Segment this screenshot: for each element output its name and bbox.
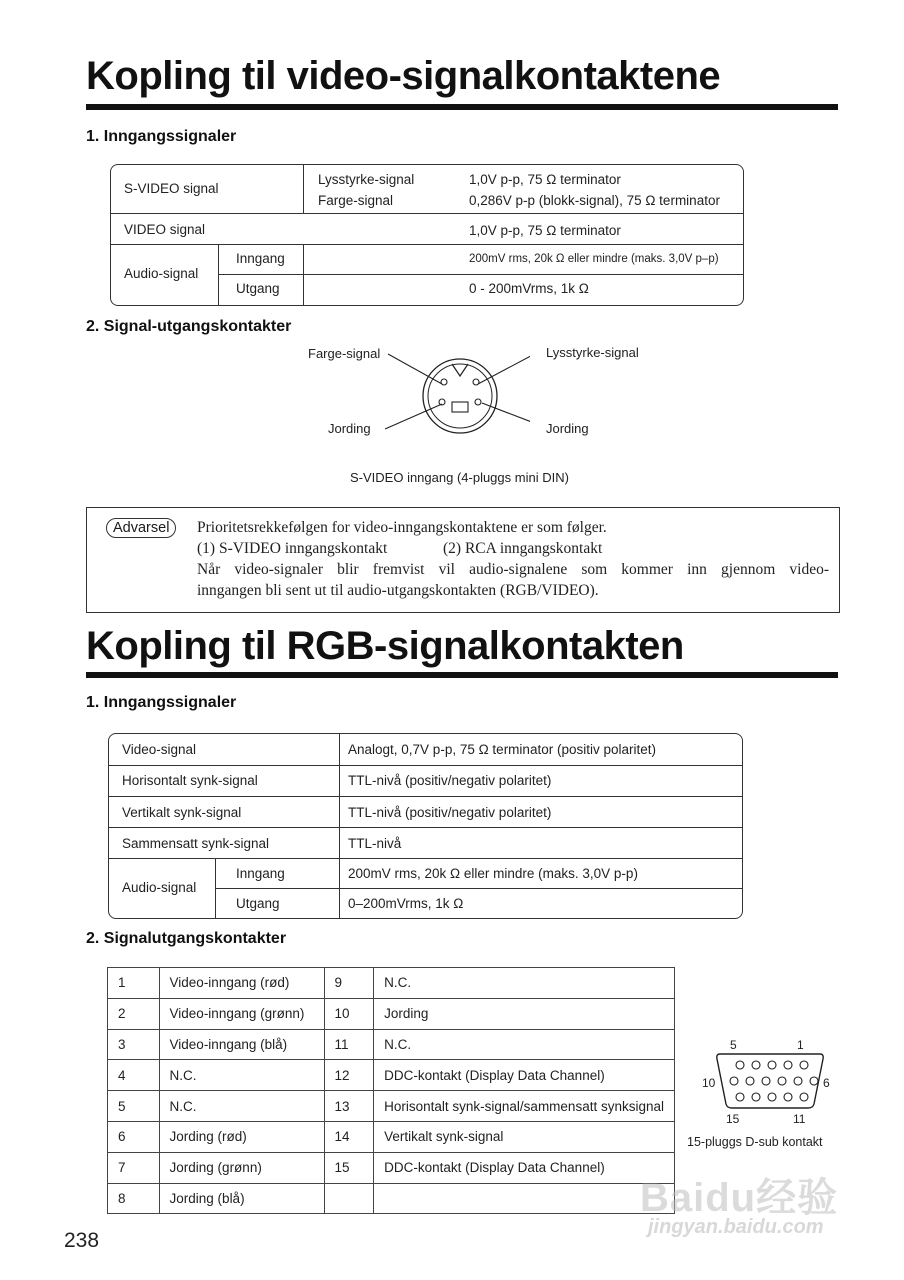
pin-description: DDC-kontakt (Display Data Channel) [374, 1152, 675, 1183]
dsub-pin [784, 1093, 792, 1101]
dsub-label-15: 15 [726, 1112, 740, 1126]
rgb-audio-label: Audio-signal [122, 880, 197, 895]
audio-in-label: Inngang [236, 251, 285, 266]
pin-lysstyrke [473, 379, 479, 385]
svideo-connector-diagram [380, 346, 530, 446]
dsub-pin [730, 1077, 738, 1085]
video-label: VIDEO signal [124, 222, 206, 237]
dsub-pin [768, 1061, 776, 1069]
pin-number: 13 [324, 1091, 374, 1122]
video-signal-table [110, 164, 744, 306]
svideo-caption: S-VIDEO inngang (4-pluggs mini DIN) [350, 470, 569, 485]
dsub-pin [746, 1077, 754, 1085]
warning-line-2b: (2) RCA inngangskontakt [443, 540, 603, 557]
dsub-pin [784, 1061, 792, 1069]
pin-description: Horisontalt synk-signal/sammensatt synksignal [374, 1091, 675, 1122]
page-title-rgb: Kopling til RGB-signalkontakten [86, 624, 684, 668]
dsub-label-1: 1 [797, 1038, 804, 1052]
connector-key [452, 364, 468, 376]
pin-number: 9 [324, 968, 374, 999]
pin-description: Vertikalt synk-signal [374, 1121, 675, 1152]
pin-description: DDC-kontakt (Display Data Channel) [374, 1060, 675, 1091]
pin-number: 1 [108, 968, 160, 999]
warning-line-2a: (1) S-VIDEO inngangskontakt [197, 540, 388, 557]
warning-line-3: Når video-signaler blir fremvist vil audio-signalene som kommer inn gjennom video- [197, 561, 829, 578]
dsub-pin [752, 1061, 760, 1069]
pin-number: 8 [108, 1183, 160, 1214]
pin-jording-right [475, 399, 481, 405]
label-lysstyrke-signal: Lysstyrke-signal [546, 345, 639, 360]
pin-row [108, 1029, 675, 1060]
pin-description: N.C. [159, 1091, 324, 1122]
subheading-output-connectors: 2. Signal-utgangskontakter [86, 318, 292, 335]
pin-farge [441, 379, 447, 385]
rgb-row-label: Horisontalt synk-signal [122, 773, 258, 788]
pin-description: N.C. [374, 1029, 675, 1060]
svideo-label: S-VIDEO signal [124, 181, 219, 196]
label-farge-signal: Farge-signal [308, 346, 381, 361]
pin-number: 7 [108, 1152, 160, 1183]
watermark-brand: Baidu经验 [640, 1176, 839, 1220]
dsub-connector-diagram [714, 1050, 826, 1114]
dsub-pin [736, 1093, 744, 1101]
pin-number: 14 [324, 1121, 374, 1152]
pin-description: N.C. [159, 1060, 324, 1091]
dsub-label-5: 5 [730, 1038, 737, 1052]
rgb-row-value: TTL-nivå [348, 836, 402, 851]
pin-description: Video-inngang (grønn) [159, 998, 324, 1029]
warning-tag: Advarsel [106, 518, 176, 538]
rgb-audio-in-label: Inngang [236, 866, 285, 881]
dsub-pin [736, 1061, 744, 1069]
pin-description [374, 1183, 675, 1214]
pin-number: 11 [324, 1029, 374, 1060]
dsub-caption: 15-pluggs D-sub kontakt [687, 1135, 823, 1149]
rgb-row-value: Analogt, 0,7V p-p, 75 Ω terminator (positiv polaritet) [348, 742, 656, 757]
pin-description: Jording (blå) [159, 1183, 324, 1214]
rgb-row-label: Vertikalt synk-signal [122, 805, 242, 820]
rgb-audio-in-value: 200mV rms, 20k Ω eller mindre (maks. 3,0V p-p) [348, 866, 638, 881]
pin-row [108, 1121, 675, 1152]
pin-number: 2 [108, 998, 160, 1029]
rgb-audio-out-value: 0–200mVrms, 1k Ω [348, 896, 464, 911]
connector-inner-ring [428, 364, 492, 428]
dsub-label-10: 10 [702, 1076, 716, 1090]
title-rule-rgb [86, 672, 838, 678]
lum-label: Lysstyrke-signal [318, 172, 415, 187]
dsub-pin [800, 1061, 808, 1069]
dsub-pin [768, 1093, 776, 1101]
dsub-pin [794, 1077, 802, 1085]
pin-description: Jording [374, 998, 675, 1029]
warning-line-1: Prioritetsrekkefølgen for video-inngangskontaktene er som følger. [197, 519, 607, 536]
dsub-pin [810, 1077, 818, 1085]
audio-in-value: 200mV rms, 20k Ω eller mindre (maks. 3,0V p–p) [469, 253, 719, 265]
warning-line-4: inngangen bli sent ut til audio-utgangskontakten (RGB/VIDEO). [197, 582, 599, 599]
dsub-pin [778, 1077, 786, 1085]
leader-lysstyrke [478, 350, 530, 384]
pin-row [108, 1152, 675, 1183]
pin-number: 6 [108, 1121, 160, 1152]
connector-plastic [452, 402, 468, 412]
subheading-rgb-input-signals: 1. Inngangssignaler [86, 694, 237, 711]
rgb-audio-out-label: Utgang [236, 896, 280, 911]
pin-number: 5 [108, 1091, 160, 1122]
lum-value: 1,0V p-p, 75 Ω terminator [469, 172, 621, 187]
dsub-pin [800, 1093, 808, 1101]
audio-out-value: 0 - 200mVrms, 1k Ω [469, 281, 589, 296]
label-jording-right: Jording [546, 421, 589, 436]
connector-outer-ring [423, 359, 497, 433]
dsub-pin [762, 1077, 770, 1085]
pin-row [108, 1060, 675, 1091]
page-number: 238 [64, 1229, 100, 1252]
pin-number: 3 [108, 1029, 160, 1060]
leader-jording-left [385, 404, 442, 429]
pin-description: Video-inngang (blå) [159, 1029, 324, 1060]
pin-number: 10 [324, 998, 374, 1029]
audio-out-label: Utgang [236, 281, 280, 296]
pin-row [108, 998, 675, 1029]
pin-description: Video-inngang (rød) [159, 968, 324, 999]
video-value: 1,0V p-p, 75 Ω terminator [469, 223, 621, 238]
dsub-label-6: 6 [823, 1076, 830, 1090]
chroma-label: Farge-signal [318, 193, 394, 208]
subheading-input-signals: 1. Inngangssignaler [86, 128, 237, 145]
rgb-row-value: TTL-nivå (positiv/negativ polaritet) [348, 773, 552, 788]
rgb-row-label: Sammensatt synk-signal [122, 836, 270, 851]
pin-description: Jording (grønn) [159, 1152, 324, 1183]
pin-row [108, 1183, 675, 1214]
dsub-pin [752, 1093, 760, 1101]
pin-number: 12 [324, 1060, 374, 1091]
pin-row [108, 1091, 675, 1122]
dsub-label-11: 11 [793, 1112, 806, 1126]
pin-table [107, 967, 675, 1214]
watermark-url: jingyan.baidu.com [648, 1216, 824, 1238]
pin-description: Jording (rød) [159, 1121, 324, 1152]
label-jording-left: Jording [328, 421, 371, 436]
title-rule [86, 104, 838, 110]
pin-number [324, 1183, 374, 1214]
pin-number: 15 [324, 1152, 374, 1183]
audio-label: Audio-signal [124, 266, 199, 281]
chroma-value: 0,286V p-p (blokk-signal), 75 Ω terminator [469, 193, 720, 208]
rgb-row-label: Video-signal [122, 742, 197, 757]
page-title-video: Kopling til video-signalkontaktene [86, 54, 721, 98]
pin-number: 4 [108, 1060, 160, 1091]
pin-description: N.C. [374, 968, 675, 999]
pin-row [108, 968, 675, 999]
subheading-rgb-output-connectors: 2. Signalutgangskontakter [86, 930, 287, 947]
rgb-row-value: TTL-nivå (positiv/negativ polaritet) [348, 805, 552, 820]
leader-jording-right [482, 403, 530, 426]
rgb-signal-table [108, 733, 743, 919]
